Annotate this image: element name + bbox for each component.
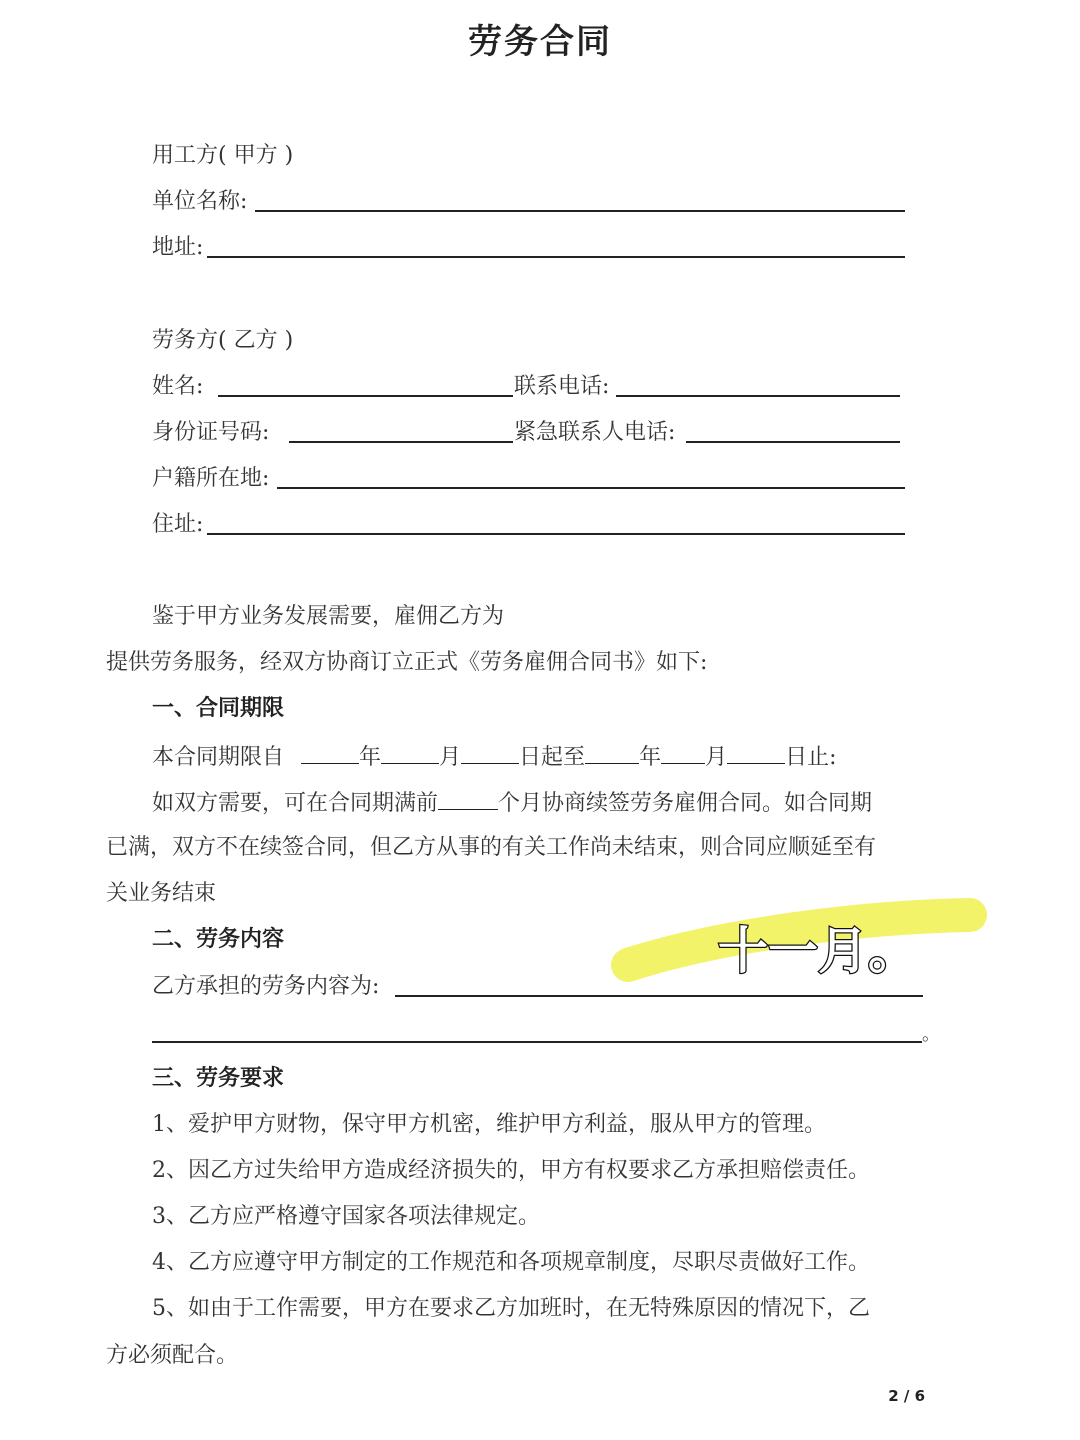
id-number-field[interactable] <box>289 441 513 443</box>
page-title: 劳务合同 <box>468 22 612 62</box>
party-a-address-label: 地址: <box>152 235 204 260</box>
section-2-heading: 二、劳务内容 <box>152 927 285 952</box>
renewal-months-blank[interactable] <box>438 787 498 810</box>
page-number: 2 / 6 <box>888 1387 925 1405</box>
term-prefix: 本合同期限自 <box>152 745 285 770</box>
party-b-address-label: 住址: <box>152 512 204 537</box>
requirement-item-2: 2、因乙方过失给甲方造成经济损失的，甲方有权要求乙方承担赔偿责任。 <box>152 1158 870 1183</box>
intro-line-1: 鉴于甲方业务发展需要，雇佣乙方为 <box>152 604 505 629</box>
start-day-blank[interactable] <box>461 741 519 764</box>
requirement-item-4: 4、乙方应遵守甲方制定的工作规范和各项规章制度，尽职尽责做好工作。 <box>152 1250 870 1275</box>
service-content-label: 乙方承担的劳务内容为: <box>152 974 380 999</box>
name-label: 姓名: <box>152 374 204 399</box>
service-content-field[interactable] <box>395 995 923 997</box>
term-year-2: 年 <box>639 745 662 770</box>
end-month-blank[interactable] <box>661 741 705 764</box>
company-name-field[interactable] <box>255 210 905 212</box>
section-3-heading: 三、劳务要求 <box>152 1066 285 1091</box>
month-sticker <box>610 895 990 995</box>
renewal-line-3: 关业务结束 <box>106 881 217 906</box>
party-a-heading: 用工方( 甲方 ) <box>152 143 294 168</box>
requirement-item-3: 3、乙方应严格遵守国家各项法律规定。 <box>152 1204 540 1229</box>
hukou-label: 户籍所在地: <box>152 466 270 491</box>
end-day-blank[interactable] <box>727 741 785 764</box>
term-month-2: 月 <box>705 745 728 770</box>
section-1-heading: 一、合同期限 <box>152 696 285 721</box>
party-a-address-field[interactable] <box>207 256 905 258</box>
renewal-line-2: 已满，双方不在续签合同，但乙方从事的有关工作尚未结束，则合同应顺延至有 <box>106 835 877 860</box>
service-content-field-2[interactable] <box>152 1041 922 1043</box>
service-content-end-mark: 。 <box>922 1024 940 1045</box>
renewal-text-a: 如双方需要，可在合同期满前 <box>152 791 439 816</box>
term-month: 月 <box>439 745 462 770</box>
party-b-address-field[interactable] <box>207 533 905 535</box>
phone-label: 联系电话: <box>514 374 610 399</box>
phone-field[interactable] <box>616 395 900 397</box>
requirement-item-1: 1、爱护甲方财物，保守甲方机密，维护甲方利益，服从甲方的管理。 <box>152 1112 826 1137</box>
name-field[interactable] <box>218 395 513 397</box>
emergency-phone-field[interactable] <box>686 441 900 443</box>
term-year: 年 <box>359 745 382 770</box>
id-number-label: 身份证号码: <box>152 420 270 445</box>
company-name-label: 单位名称: <box>152 189 248 214</box>
emergency-phone-label: 紧急联系人电话: <box>514 420 676 445</box>
requirement-item-5-continued: 方必须配合。 <box>106 1343 239 1368</box>
requirement-item-5: 5、如由于工作需要，甲方在要求乙方加班时，在无特殊原因的情况下，乙 <box>152 1296 870 1321</box>
end-year-blank[interactable] <box>585 741 639 764</box>
contract-term-line <box>152 741 837 773</box>
intro-line-2: 提供劳务服务，经双方协商订立正式《劳务雇佣合同书》如下: <box>106 650 708 675</box>
party-b-heading: 劳务方( 乙方 ) <box>152 328 294 353</box>
hukou-field[interactable] <box>277 487 905 489</box>
term-day-end: 日止: <box>785 745 837 770</box>
sticker-text: 十一月。 <box>718 922 918 980</box>
start-month-blank[interactable] <box>381 741 439 764</box>
start-year-blank[interactable] <box>301 741 359 764</box>
renewal-line-1 <box>152 787 872 819</box>
renewal-text-b: 个月协商续签劳务雇佣合同。如合同期 <box>498 791 873 816</box>
term-day-start: 日起至 <box>519 745 586 770</box>
